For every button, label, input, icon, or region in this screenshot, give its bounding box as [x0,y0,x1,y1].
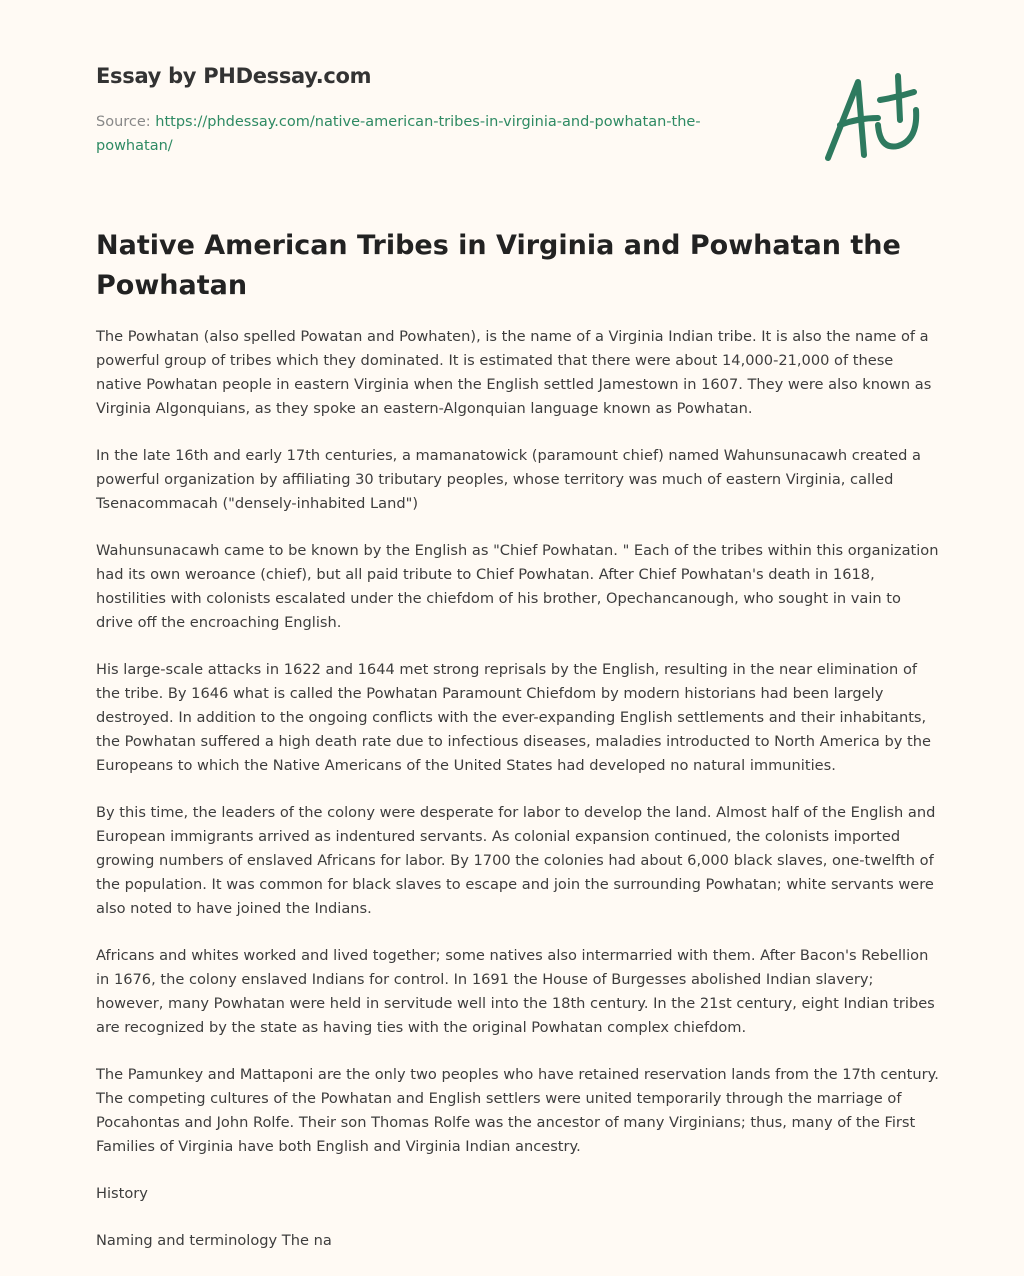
paragraph: In the late 16th and early 17th centuries, a mamanatowick (paramount chief) named Wahunsunacawh created a powerful organization by affiliating 30 tributary peoples, whose territory was much of eastern Virginia, called Tsenacommacah ("densely-inhabited Land") [96,447,921,512]
site-brand: Essay by PHDessay.com [96,64,372,88]
article-body [96,325,941,1276]
source-link[interactable]: https://phdessay.com/native-american-tribes-in-virginia-and-powhatan-the-powhatan/ [96,114,701,154]
section-heading-history: History [96,1185,148,1202]
paragraph: By this time, the leaders of the colony were desperate for labor to develop the land. Almost half of the English and European immigrants arrived as indentured servants. As colonial expansion continued, the colonists imported growing numbers of enslaved Africans for labor. By 1700 the colonies had about 6,000 black slaves, one-twelfth of the population. It was common for black slaves to escape and join the surrounding Powhatan; white servants were also noted to have joined the Indians. [96,804,936,917]
paragraph: Wahunsunacawh came to be known by the English as "Chief Powhatan. " Each of the tribes within this organization had its own weroance (chief), but all paid tribute to Chief Powhatan. After Chief Powhatan's death in 1618, hostilities with colonists escalated under the chiefdom of his brother, Opechancanough, who sought in vain to drive off the encroaching English. [96,542,939,631]
paragraph: The Pamunkey and Mattaponi are the only two peoples who have retained reservation lands from the 17th century. The competing cultures of the Powhatan and English settlers were united temporarily through the marriage of Pocahontas and John Rolfe. Their son Thomas Rolfe was the ancestor of many Virginians; thus, many of the First Families of Virginia have both English and Virginia Indian ancestry. [96,1066,939,1155]
source-label: Source: [96,114,156,130]
paragraph: Africans and whites worked and lived together; some natives also intermarried with them. After Bacon's Rebellion in 1676, the colony enslaved Indians for control. In 1691 the House of Burgesses abolished Indian slavery; however, many Powhatan were held in servitude well into the 18th century. In the 21st century, eight Indian tribes are recognized by the state as having ties with the original Powhatan complex chiefdom. [96,947,935,1036]
paragraph-truncated: Naming and terminology The na [96,1232,332,1249]
paragraph: The Powhatan (also spelled Powatan and Powhaten), is the name of a Virginia Indian tribe. It is also the name of a powerful group of tribes which they dominated. It is estimated that there were about 14,000-21,000 of these native Powhatan people in eastern Virginia when the English settled Jamestown in 1607. They were also known as Virginia Algonquians, as they spoke an eastern-Algonquian language known as Powhatan. [96,328,932,417]
source-line [96,110,736,158]
paragraph: His large-scale attacks in 1622 and 1644 met strong reprisals by the English, resulting in the near elimination of the tribe. By 1646 what is called the Powhatan Paramount Chiefdom by modern historians had been largely destroyed. In addition to the ongoing conflicts with the ever-expanding English settlements and their inhabitants, the Powhatan suffered a high death rate due to infectious diseases, maladies introducted to North America by the Europeans to which the Native Americans of the United States had developed no natural immunities. [96,661,931,774]
article-title: Native American Tribes in Virginia and Powhatan the Powhatan [96,230,901,301]
a-plus-logo-icon [818,70,928,165]
